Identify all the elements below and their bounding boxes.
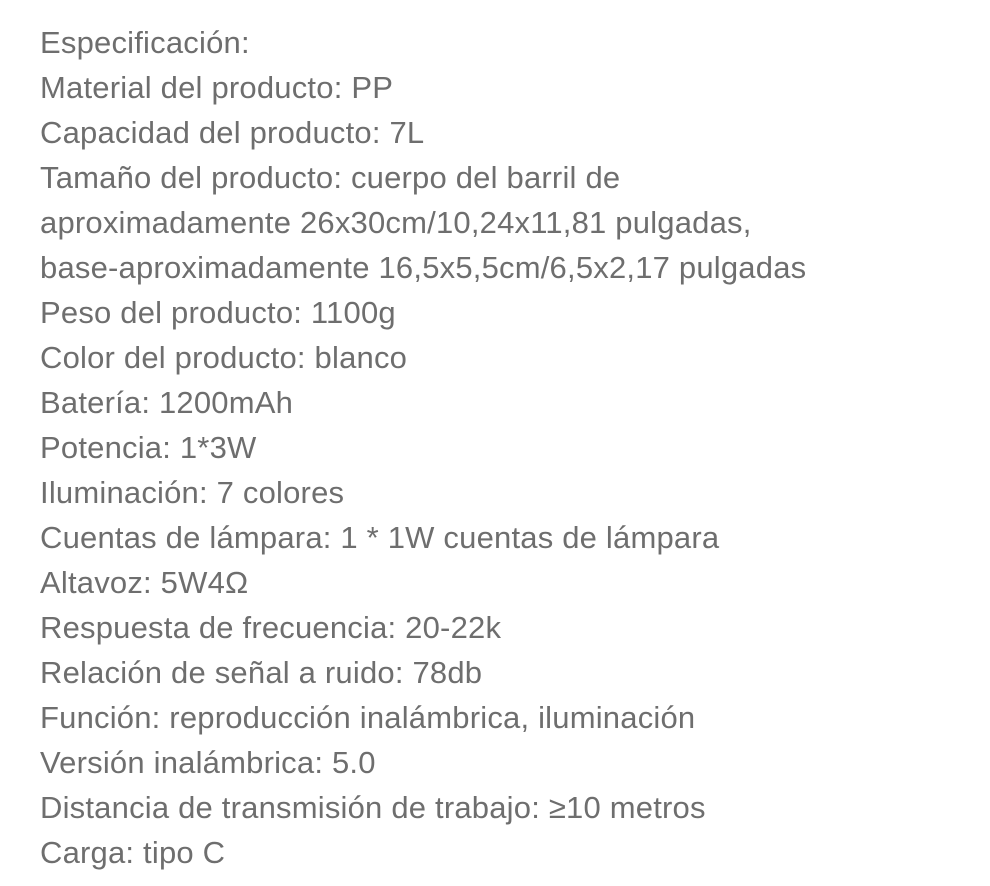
spec-line-snr: Relación de señal a ruido: 78db (40, 655, 483, 690)
spec-line-capacity: Capacidad del producto: 7L (40, 115, 425, 150)
spec-line-size-2: aproximadamente 26x30cm/10,24x11,81 pulgadas, (40, 205, 752, 240)
spec-line-battery: Batería: 1200mAh (40, 385, 294, 420)
spec-line-weight: Peso del producto: 1100g (40, 295, 396, 330)
spec-line-lamp-beads: Cuentas de lámpara: 1 * 1W cuentas de lámpara (40, 520, 720, 555)
spec-line-speaker: Altavoz: 5W4Ω (40, 565, 249, 600)
spec-line-material: Material del producto: PP (40, 70, 394, 105)
spec-line-size-3: base-aproximadamente 16,5x5,5cm/6,5x2,17 pulgadas (40, 250, 807, 285)
spec-line-power: Potencia: 1*3W (40, 430, 257, 465)
spec-line-distance: Distancia de transmisión de trabajo: ≥10 metros (40, 790, 706, 825)
spec-heading: Especificación: (40, 25, 250, 60)
spec-line-function: Función: reproducción inalámbrica, iluminación (40, 700, 696, 735)
spec-line-wireless-version: Versión inalámbrica: 5.0 (40, 745, 376, 780)
spec-line-frequency: Respuesta de frecuencia: 20-22k (40, 610, 502, 645)
spec-line-size-1: Tamaño del producto: cuerpo del barril de (40, 160, 621, 195)
spec-line-charging: Carga: tipo C (40, 835, 226, 870)
spec-line-color: Color del producto: blanco (40, 340, 408, 375)
spec-line-illumination: Iluminación: 7 colores (40, 475, 345, 510)
